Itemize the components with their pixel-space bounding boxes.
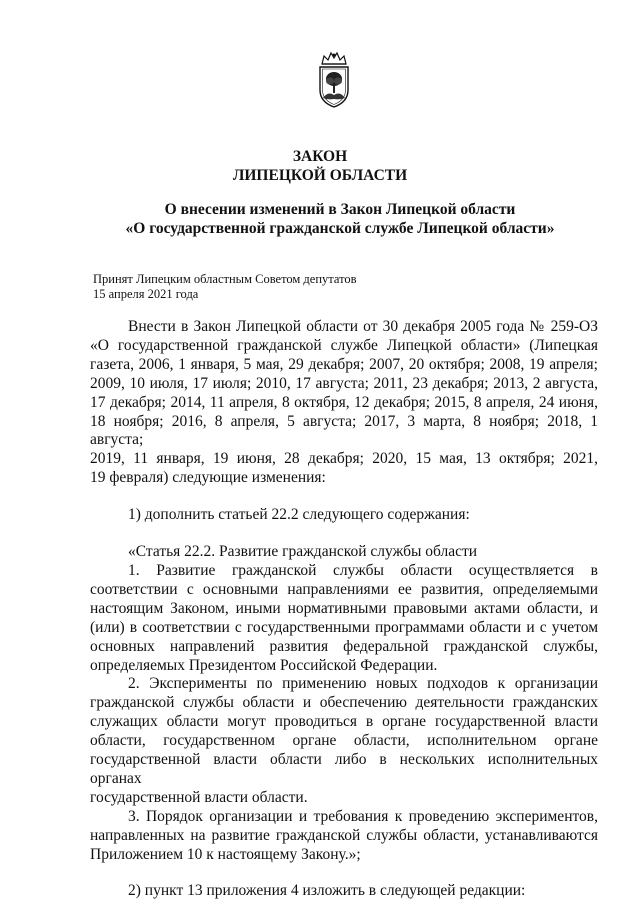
- document-body: [90, 318, 598, 901]
- text-line: 2019, 11 января, 19 июня, 28 декабря; 2020, 15 мая, 13 октября; 2021,: [90, 450, 598, 468]
- text-line: 2. Эксперименты по применению новых подходов к организации: [128, 675, 598, 693]
- article-paragraph-2: [90, 675, 598, 807]
- text-line: области, государственном органе области, исполнительном органе: [90, 732, 598, 750]
- document-subtitle-line2: «О государственной гражданской службе Липецкой области»: [125, 220, 555, 237]
- text-line: гражданской службы области и обеспечению деятельности гражданских: [90, 694, 598, 712]
- text-line: 19 февраля) следующие изменения:: [90, 469, 326, 487]
- text-line: «О государственной гражданской службе Липецкой области» (Липецкая: [90, 336, 598, 354]
- text-line: 1. Развитие гражданской службы области осуществляется в: [128, 561, 598, 579]
- text-line: 2009, 10 июля, 17 июля; 2010, 17 августа; 2011, 23 декабря; 2013, 2 августа,: [90, 374, 598, 392]
- intro-paragraph: [90, 318, 598, 488]
- document-title-line2: ЛИПЕЦКОЙ ОБЛАСТИ: [232, 167, 408, 184]
- text-line: газета, 2006, 1 января, 5 мая, 29 декабря; 2007, 20 октября; 2008, 19 апреля;: [90, 355, 598, 373]
- text-line: 17 декабря; 2014, 11 апреля, 8 октября, 12 декабря; 2015, 8 апреля, 24 июня,: [90, 393, 598, 411]
- list-item-1: 1) дополнить статьей 22.2 следующего содержания:: [128, 506, 470, 524]
- document-title-line1: ЗАКОН: [292, 148, 348, 165]
- text-line: государственной власти области либо в нескольких исполнительных органах: [90, 751, 598, 787]
- article-paragraph-1: [90, 562, 598, 675]
- text-line: служащих области могут проводиться в органе государственной власти: [90, 713, 598, 731]
- text-line: основных направлений развития федеральной гражданской службы,: [90, 637, 598, 655]
- adopted-date-text: 15 апреля 2021 года: [93, 287, 199, 301]
- article-title: «Статья 22.2. Развитие гражданской службы области: [128, 543, 478, 561]
- text-line: направленных на развитие гражданской службы области, устанавливаются: [90, 826, 598, 844]
- text-line: Приложением 10 к настоящему Закону.»;: [90, 845, 361, 863]
- lipetsk-coat-of-arms-icon: [314, 50, 354, 110]
- document-subtitle-line1: О внесении изменений в Закон Липецкой области: [164, 201, 516, 218]
- adopted-by-text: Принят Липецким областным Советом депутатов: [93, 272, 357, 286]
- list-item-2: 2) пункт 13 приложения 4 изложить в следующей редакции:: [128, 882, 526, 900]
- text-line: 3. Порядок организации и требования к проведению экспериментов,: [128, 807, 598, 825]
- text-line: настоящим Законом, иными нормативными правовыми актами области, и: [90, 599, 598, 617]
- article-paragraph-3: [90, 808, 598, 865]
- text-line: (или) в соответствии с государственными программами области и с учетом: [90, 618, 598, 636]
- text-line: государственной власти области.: [90, 788, 308, 806]
- text-line: соответствии с основными направлениями ее развития, определяемыми: [90, 580, 598, 598]
- text-line: определяемых Президентом Российской Федерации.: [90, 656, 438, 674]
- text-line: 18 ноября; 2016, 8 апреля, 5 августа; 2017, 3 марта, 8 ноября; 2018, 1 августа;: [90, 412, 598, 449]
- text-line: Внести в Закон Липецкой области от 30 декабря 2005 года № 259-ОЗ: [128, 318, 598, 335]
